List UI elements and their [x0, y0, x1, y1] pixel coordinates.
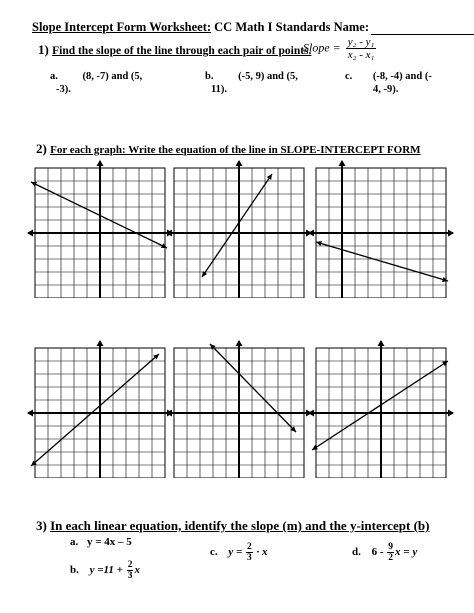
equation-b-pre: y =11 +	[89, 564, 123, 577]
problem-a-line1: (8, -7) and (5,	[82, 71, 143, 82]
x-axis-arrow-right	[448, 410, 454, 417]
plotted-line	[202, 174, 272, 277]
y-axis-arrow-up	[378, 340, 385, 346]
equation-b-post: x	[134, 564, 140, 577]
title-rest: CC Math I Standards Name:	[211, 20, 370, 34]
graph-6	[308, 340, 454, 478]
y-axis-arrow-up	[97, 340, 104, 346]
section3-instruction: In each linear equation, identify the slope (m) and the y-intercept (b)	[50, 518, 430, 533]
problem-b-letter: b.	[205, 71, 214, 82]
graph-4	[27, 340, 173, 478]
problem-a-letter: a.	[50, 71, 58, 82]
plotted-line	[31, 354, 159, 466]
y-axis-arrow-up	[236, 160, 243, 166]
equation-c-post: · x	[256, 546, 268, 559]
x-axis-arrow-left	[166, 230, 172, 237]
equation-d-fraction	[387, 542, 394, 563]
worksheet-title	[32, 20, 474, 35]
equation-b-den: 3	[127, 571, 133, 581]
y-axis-arrow-up	[97, 160, 104, 166]
formula-lhs: Slope =	[303, 40, 341, 55]
problem-c-line2: 4, -9).	[373, 84, 399, 95]
equation-c-letter: c.	[210, 546, 218, 559]
x-axis-arrow-right	[448, 230, 454, 237]
slope-formula	[303, 36, 376, 61]
plotted-line	[210, 344, 296, 432]
x-axis-arrow-left	[27, 230, 33, 237]
equation-c-num: 2	[247, 542, 252, 552]
graph-3	[308, 160, 454, 298]
problem-b	[205, 70, 298, 96]
section1-instruction: Find the slope of the line through each pair of points.	[52, 45, 312, 57]
graph-2	[166, 160, 312, 298]
problem-a-line2: -3).	[56, 84, 71, 95]
equation-c-fraction	[246, 542, 253, 563]
section3-number: 3)	[36, 518, 47, 533]
equation-d-den: 2	[388, 553, 394, 563]
problem-b-line1: (-5, 9) and (5,	[238, 71, 298, 82]
problem-c-line1: (-8, -4) and (-	[372, 71, 432, 82]
x-axis-arrow-left	[27, 410, 33, 417]
problem-b-line2: 11).	[211, 84, 228, 95]
name-blank-line[interactable]	[371, 23, 474, 35]
problem-a	[50, 70, 142, 96]
graph-1	[27, 160, 173, 298]
y-axis-arrow-up	[236, 340, 243, 346]
section3-heading	[36, 518, 430, 534]
equation-b-letter: b.	[70, 564, 79, 577]
y-axis-arrow-up	[339, 160, 346, 166]
equation-d-post: x = y	[395, 546, 418, 559]
equation-b	[70, 560, 140, 581]
equation-b-num: 2	[127, 560, 133, 570]
formula-numerator: y₂ - y₁	[347, 36, 375, 48]
x-axis-arrow-left	[308, 230, 314, 237]
equation-d-num: 9	[388, 542, 394, 552]
equation-a-text: y = 4x – 5	[87, 536, 132, 548]
equation-d-pre: 6 -	[371, 546, 384, 559]
problem-c	[345, 70, 432, 96]
plotted-line	[316, 242, 448, 281]
section1-heading	[38, 42, 311, 58]
problem-c-letter: c.	[345, 71, 353, 82]
formula-fraction	[346, 36, 377, 61]
formula-denominator: x₂ - x₁	[347, 49, 375, 61]
line-arrow-end	[267, 174, 272, 180]
section2-instruction: For each graph: Write the equation of the line in SLOPE-INTERCEPT FORM	[50, 144, 421, 156]
section1-number: 1)	[38, 42, 49, 57]
section2-heading	[36, 141, 421, 157]
equation-c-den: 3	[247, 553, 252, 563]
graph-5	[166, 340, 312, 478]
equation-d	[352, 542, 417, 563]
equation-a-letter: a.	[70, 536, 79, 548]
equation-b-fraction	[127, 560, 134, 581]
equation-c	[210, 542, 268, 563]
equation-d-letter: d.	[352, 546, 361, 559]
section2-number: 2)	[36, 141, 47, 156]
x-axis-arrow-left	[166, 410, 172, 417]
equation-a	[70, 536, 132, 548]
equation-c-pre: y =	[228, 546, 243, 559]
x-axis-arrow-left	[308, 410, 314, 417]
title-underlined: Slope Intercept Form Worksheet:	[32, 20, 212, 34]
